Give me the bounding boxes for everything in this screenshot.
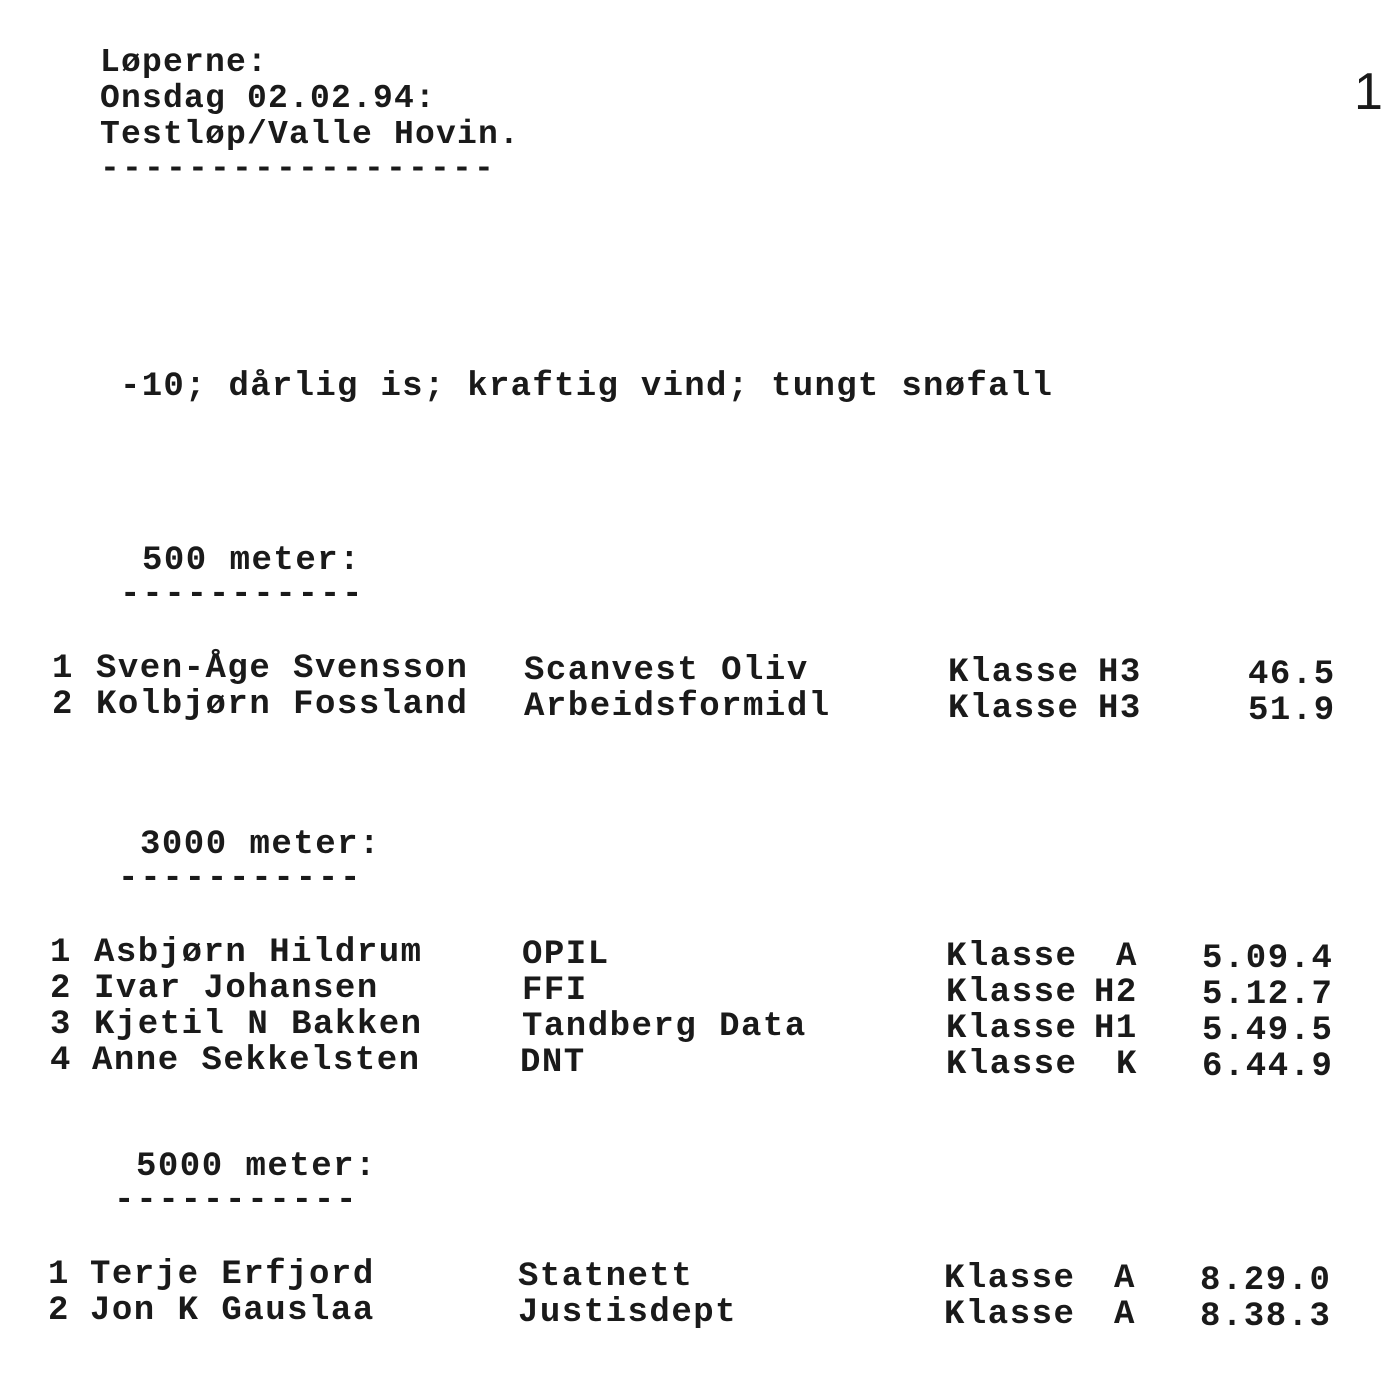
- result-row-place: 1: [52, 650, 74, 688]
- header-rule: ------------------: [100, 150, 497, 187]
- section-rule-5000: -----------: [114, 1182, 359, 1220]
- result-row-name: Anne Sekkelsten: [92, 1042, 421, 1080]
- result-row-name: Jon K Gauslaa: [90, 1292, 375, 1330]
- result-row-org: OPIL: [522, 936, 610, 974]
- result-row-class: H2: [1094, 974, 1138, 1012]
- result-row-time: 5.49.5: [1202, 1012, 1334, 1050]
- result-row-class: A: [1116, 938, 1138, 976]
- section-rule-3000: -----------: [118, 860, 363, 898]
- result-row-name: Terje Erfjord: [90, 1256, 375, 1294]
- result-row-class: A: [1114, 1260, 1136, 1298]
- result-row-time: 46.5: [1248, 656, 1336, 694]
- result-row-class: H3: [1098, 654, 1142, 692]
- section-title-500: 500 meter:: [142, 542, 362, 580]
- result-row-org: DNT: [520, 1044, 586, 1082]
- result-row-place: 2: [50, 970, 72, 1008]
- result-row-org: Scanvest Oliv: [524, 652, 809, 690]
- result-row-class-label: Klasse: [946, 974, 1078, 1012]
- result-row-class: A: [1114, 1296, 1136, 1334]
- result-row-name: Kjetil N Bakken: [94, 1006, 423, 1044]
- header-venue: Testløp/Valle Hovin.: [100, 116, 521, 153]
- result-row-class-label: Klasse: [944, 1296, 1076, 1334]
- result-row-place: 1: [48, 1256, 70, 1294]
- result-row-org: Arbeidsformidl: [524, 688, 831, 726]
- result-row-name: Kolbjørn Fossland: [96, 686, 469, 724]
- result-row-class: H1: [1094, 1010, 1138, 1048]
- section-title-5000: 5000 meter:: [136, 1148, 377, 1186]
- result-row-name: Sven-Åge Svensson: [96, 650, 469, 688]
- result-row-time: 5.09.4: [1202, 940, 1334, 978]
- result-row-class-label: Klasse: [946, 1010, 1078, 1048]
- result-row-time: 5.12.7: [1202, 976, 1334, 1014]
- result-row-org: Tandberg Data: [522, 1008, 807, 1046]
- result-row-time: 8.38.3: [1200, 1298, 1332, 1336]
- result-row-place: 2: [48, 1292, 70, 1330]
- result-row-org: FFI: [522, 972, 588, 1010]
- result-row-class-label: Klasse: [946, 938, 1078, 976]
- header-title: Løperne:: [100, 44, 269, 81]
- result-row-class: K: [1116, 1046, 1138, 1084]
- section-title-3000: 3000 meter:: [140, 826, 381, 864]
- result-row-class-label: Klasse: [948, 690, 1080, 728]
- result-row-place: 4: [50, 1042, 72, 1080]
- section-rule-500: -----------: [120, 576, 365, 614]
- result-row-class-label: Klasse: [944, 1260, 1076, 1298]
- result-row-time: 51.9: [1248, 692, 1336, 730]
- result-row-class-label: Klasse: [946, 1046, 1078, 1084]
- page-number-mark: 1: [1354, 63, 1383, 121]
- conditions-line: -10; dårlig is; kraftig vind; tungt snøfall: [120, 368, 1054, 406]
- result-row-time: 6.44.9: [1202, 1048, 1334, 1086]
- result-row-org: Justisdept: [518, 1294, 738, 1332]
- result-row-place: 3: [50, 1006, 72, 1044]
- result-row-time: 8.29.0: [1200, 1262, 1332, 1300]
- result-row-name: Asbjørn Hildrum: [94, 934, 423, 972]
- result-row-place: 1: [50, 934, 72, 972]
- result-row-place: 2: [52, 686, 74, 724]
- result-row-class: H3: [1098, 690, 1142, 728]
- result-row-name: Ivar Johansen: [94, 970, 379, 1008]
- header-date: Onsdag 02.02.94:: [100, 80, 437, 117]
- result-row-org: Statnett: [518, 1258, 694, 1296]
- result-row-class-label: Klasse: [948, 654, 1080, 692]
